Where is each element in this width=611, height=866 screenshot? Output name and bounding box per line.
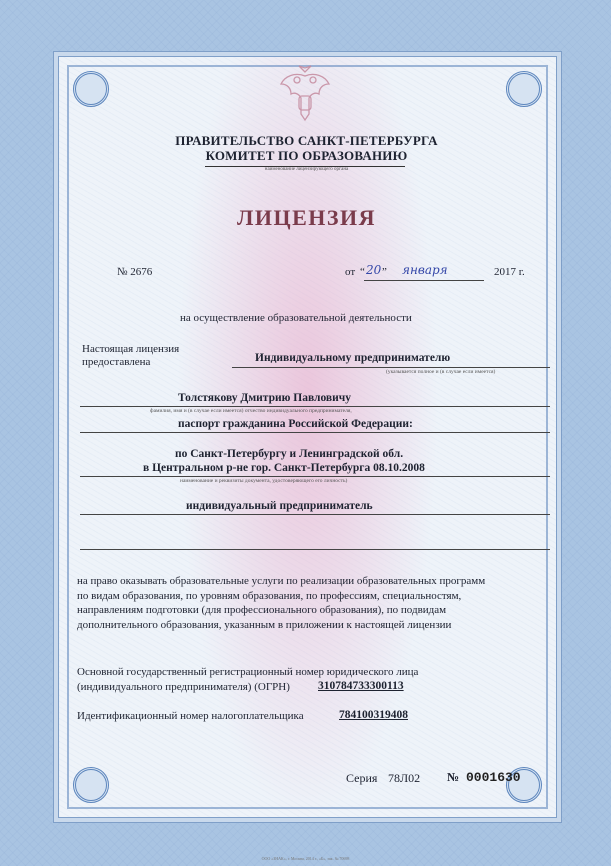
- date-quote: “: [360, 266, 365, 278]
- field-underline: [80, 406, 550, 407]
- corner-ornament-icon: [73, 71, 109, 107]
- date-prefix: от: [345, 266, 356, 278]
- granted-to: Индивидуальному предпринимателю: [255, 352, 451, 364]
- authority-caption: наименование лицензирующего органа: [264, 167, 349, 172]
- issued-line-2: в Центральном р-не гор. Санкт-Петербурга 08.10.2008: [143, 462, 425, 474]
- ogrn-label-2: (индивидуального предпринимателя) (ОГРН): [77, 681, 290, 693]
- date-month: января: [402, 263, 448, 277]
- passport-line: паспорт гражданина Российской Федерации:: [178, 418, 413, 430]
- serial-no-sign: №: [447, 770, 460, 784]
- date-quote: ”: [382, 266, 387, 278]
- rights-line: на право оказывать образовательные услуги по реализации образовательных программ: [77, 575, 486, 587]
- authority-line-1: ПРАВИТЕЛЬСТВО САНКТ-ПЕТЕРБУРГА: [175, 133, 438, 148]
- authority-line-2: КОМИТЕТ ПО ОБРАЗОВАНИЮ: [205, 148, 408, 163]
- field-caption: наименование и реквизиты документа, удостоверяющего его личность): [180, 478, 348, 484]
- inn-label: Идентификационный номер налогоплательщика: [77, 710, 304, 722]
- field-underline: [80, 476, 550, 477]
- field-caption: (указывается полное и (в случае если имеется): [386, 369, 496, 375]
- license-number: № 2676: [117, 266, 153, 278]
- rights-line: направлениям подготовки (для профессионального образования), по подвидам: [77, 604, 447, 616]
- guilloche-border: [67, 65, 548, 809]
- inn-value: 784100319408: [339, 709, 408, 721]
- date-underline: [364, 280, 484, 281]
- corner-ornament-icon: [73, 767, 109, 803]
- holder-status: индивидуальный предприниматель: [186, 500, 373, 512]
- field-underline: [232, 367, 550, 368]
- holder-name: Толстякову Дмитрию Павловичу: [178, 392, 351, 404]
- rights-line: дополнительного образования, указанным в приложении к настоящей лицензии: [77, 618, 452, 631]
- activity-text: на осуществление образовательной деятельности: [180, 312, 412, 324]
- issued-line-1: по Санкт-Петербургу и Ленинградской обл.: [175, 448, 404, 460]
- field-caption: фамилия, имя и (в случае если имеется) отчество индивидуального предпринимателя,: [150, 408, 352, 414]
- printer-imprint: ООО «ЗНАК», г. Москва, 2014 г., «Б», зак. № 70698: [261, 856, 350, 861]
- serial-number: 0001630: [466, 770, 521, 785]
- date-year: 2017 г.: [494, 266, 525, 278]
- granted-label-2: предоставлена: [82, 356, 151, 368]
- serial-series: 78Л02: [388, 771, 421, 785]
- field-underline: [80, 514, 550, 515]
- page-title: ЛИЦЕНЗИЯ: [236, 205, 376, 230]
- serial-label: Серия: [346, 771, 378, 785]
- ogrn-value: 310784733300113: [318, 680, 404, 692]
- corner-ornament-icon: [506, 71, 542, 107]
- field-underline: [80, 549, 550, 550]
- coat-of-arms-icon: [277, 62, 333, 126]
- ogrn-label-1: Основной государственный регистрационный номер юридического лица: [77, 666, 419, 678]
- granted-label-1: Настоящая лицензия: [82, 343, 180, 355]
- field-underline: [80, 432, 550, 433]
- date-day: 20: [366, 263, 382, 277]
- rights-paragraph: [77, 574, 549, 632]
- rights-line: по видам образования, по уровням образования, по профессиям, специальностям,: [77, 589, 462, 602]
